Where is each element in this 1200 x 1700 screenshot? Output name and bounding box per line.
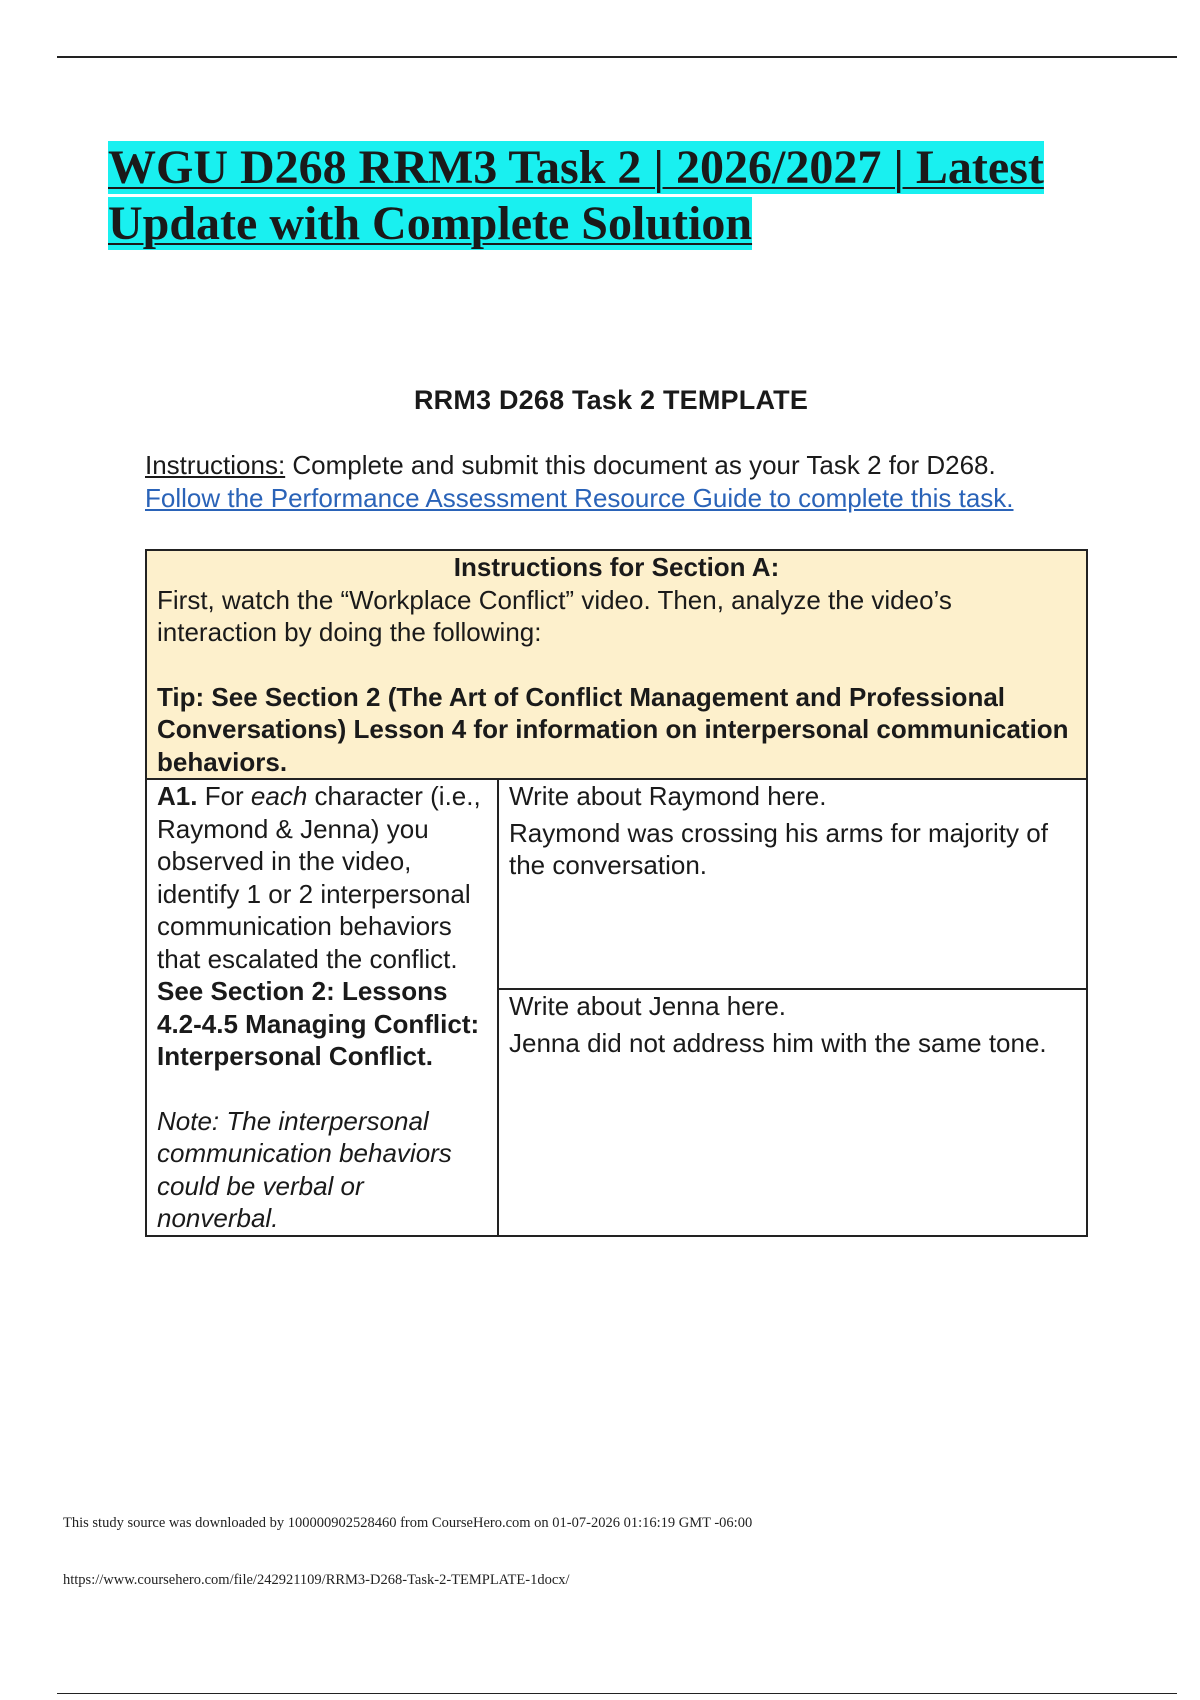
jenna-answer: Jenna did not address him with the same tone. bbox=[509, 1027, 1047, 1058]
section-a-instructions bbox=[146, 550, 1087, 779]
a1-text-post: character (i.e., Raymond & Jenna) you observed in the video, identify 1 or 2 interpersonal communication behaviors that escalated the conflict. bbox=[157, 781, 481, 974]
template-title: RRM3 D268 Task 2 TEMPLATE bbox=[413, 385, 809, 415]
raymond-answer-cell[interactable] bbox=[498, 779, 1087, 989]
jenna-answer-cell[interactable] bbox=[498, 989, 1087, 1236]
jenna-prompt: Write about Jenna here. bbox=[509, 991, 787, 1021]
instructions-label: Instructions: bbox=[145, 450, 286, 480]
raymond-prompt: Write about Raymond here. bbox=[509, 781, 827, 811]
section-a-tip: Tip: See Section 2 (The Art of Conflict Management and Professional Conversations) Lesson 4 for information on interpersonal communication behaviors. bbox=[157, 681, 1069, 777]
download-source-note: This study source was downloaded by 100000902528460 from CourseHero.com on 01-07-2026 01:16:19 GMT -06:00 bbox=[63, 1515, 753, 1531]
section-a-table bbox=[145, 549, 1088, 1237]
a1-prompt-cell bbox=[146, 779, 498, 1236]
intro-suffix: . Then, analyze the video’s interaction by doing the following: bbox=[157, 584, 952, 647]
instructions-text: Complete and submit this document as your Task 2 for D268. bbox=[285, 450, 996, 480]
source-url: https://www.coursehero.com/file/242921109/RRM3-D268-Task-2-TEMPLATE-1docx/ bbox=[63, 1572, 570, 1588]
a1-text-pre: For bbox=[197, 781, 251, 811]
bottom-rule bbox=[57, 1693, 1177, 1694]
workplace-conflict-video-link[interactable]: watch the “Workplace Conflict” video bbox=[222, 584, 644, 615]
raymond-answer: Raymond was crossing his arms for majority of the conversation. bbox=[509, 817, 1048, 880]
top-rule bbox=[57, 56, 1177, 58]
a1-text-emphasis: each bbox=[250, 781, 308, 811]
a1-see-section: See Section 2: Lessons 4.2-4.5 Managing Conflict: Interpersonal Conflict. bbox=[157, 976, 480, 1071]
instructions-paragraph bbox=[145, 449, 1085, 515]
document-title bbox=[108, 140, 1108, 252]
a1-note: Note: The interpersonal communication behaviors could be verbal or nonverbal. bbox=[157, 1105, 452, 1233]
title-line-2: Update with Complete Solution bbox=[108, 197, 753, 250]
a1-label: A1. bbox=[157, 781, 198, 811]
a1-prompt bbox=[157, 780, 487, 975]
resource-guide-link[interactable]: Follow the Performance Assessment Resource Guide to complete this task. bbox=[145, 483, 1014, 513]
title-line-1: WGU D268 RRM3 Task 2 | 2026/2027 | Latest bbox=[108, 141, 1044, 194]
section-a-heading: Instructions for Section A: bbox=[453, 552, 780, 582]
intro-prefix: First, bbox=[157, 584, 222, 615]
section-a-intro bbox=[157, 584, 1076, 649]
